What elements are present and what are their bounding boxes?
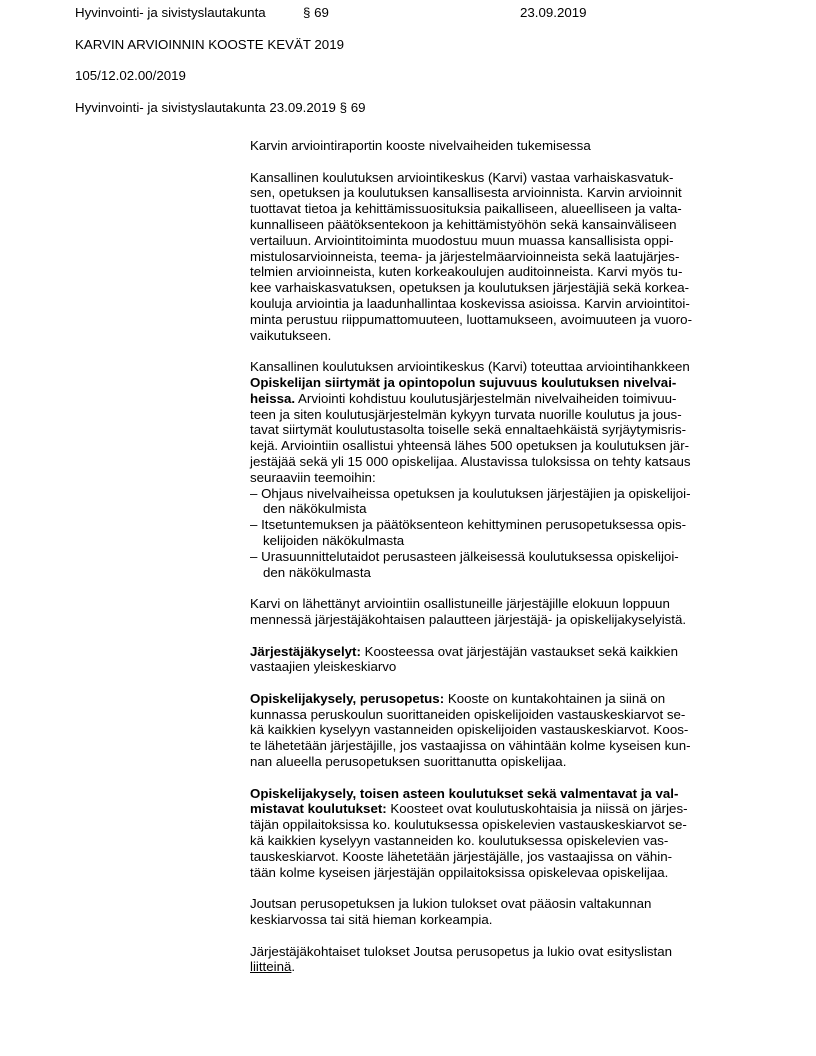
paragraph xyxy=(250,691,770,770)
meeting-reference: Hyvinvointi- ja sivistyslautakunta 23.09.2019 § 69 xyxy=(75,99,366,115)
text-line xyxy=(250,185,770,201)
text-run: jestäjää sekä yli 15 000 opiskelijaa. Alustavissa tuloksissa on tehty katsaus xyxy=(250,453,691,469)
text-line xyxy=(250,470,770,486)
text-line xyxy=(250,533,770,549)
text-line xyxy=(250,501,770,517)
text-run: telmien arvioinneista, kuten korkeakoulujen auditoinneista. Karvi myös tu- xyxy=(250,264,683,280)
text-run: mistulosarvioinneista, teema- ja järjestelmäarvioinneista sekä laatujärjes- xyxy=(250,248,680,264)
bold-text-run: Järjestäjäkyselyt: xyxy=(250,643,361,659)
document-title: KARVIN ARVIOINNIN KOOSTE KEVÄT 2019 xyxy=(75,36,344,52)
text-line xyxy=(250,359,770,375)
text-line xyxy=(250,896,770,912)
bold-text-run: Opiskelijakysely, toisen asteen koulutukset sekä valmentavat ja val- xyxy=(250,785,679,801)
paragraph xyxy=(250,786,770,881)
underlined-text-run: liitteinä xyxy=(250,959,292,975)
text-run: Karvi on lähettänyt arviointiin osallistuneille järjestäjille elokuun loppuun xyxy=(250,596,670,612)
bullet-list xyxy=(250,486,770,581)
body-heading xyxy=(250,138,770,154)
section-number: § 69 xyxy=(303,5,329,20)
paragraph xyxy=(250,944,770,976)
text-run: Koosteessa ovat järjestäjän vastaukset sekä kaikkien xyxy=(360,643,678,659)
text-run: vertailuun. Arviointitoiminta muodostuu muun muassa kansallisista oppi- xyxy=(250,232,674,248)
text-line xyxy=(250,217,770,233)
text-run: – Ohjaus nivelvaiheissa opetuksen ja koulutuksen järjestäjien ja opiskelijoi- xyxy=(250,485,691,501)
text-line xyxy=(250,438,770,454)
text-line xyxy=(250,422,770,438)
text-run: kä kaikkien kyselyyn vastanneiden opiskelijoiden vastauskeskiarvot. Koos- xyxy=(250,722,689,738)
text-run: te lähetetään järjestäjille, jos vastaajissa on vähintään kolme kyseisen kun- xyxy=(250,738,691,754)
text-run: den näkökulmasta xyxy=(263,564,371,580)
text-run: vaikutukseen. xyxy=(250,327,332,343)
text-line xyxy=(250,264,770,280)
text-run: . xyxy=(291,959,296,975)
text-line xyxy=(250,391,770,407)
header-line-1 xyxy=(75,5,786,21)
text-run: Koosteet ovat koulutuskohtaisia ja niissä on järjes- xyxy=(386,801,688,817)
text-line xyxy=(250,407,770,423)
text-run: kunnalliseen päätöksentekoon ja kehittämistyöhön sekä kansainväliseen xyxy=(250,216,677,232)
case-number: 105/12.02.00/2019 xyxy=(75,68,186,84)
text-run: Kansallinen koulutuksen arviointikeskus (Karvi) vastaa varhaiskasvatuk- xyxy=(250,169,674,185)
text-line xyxy=(250,707,770,723)
text-line xyxy=(250,312,770,328)
paragraph xyxy=(250,644,770,676)
text-line xyxy=(250,549,770,565)
text-line xyxy=(250,612,770,628)
text-run: kee varhaiskasvatuksen, opetuksen ja koulutuksen järjestäjiä sekä korkea- xyxy=(250,280,690,296)
meeting-date: 23.09.2019 xyxy=(520,5,587,20)
text-run: Karvin arviointiraportin kooste nivelvaiheiden tukemisessa xyxy=(250,138,591,153)
committee-name: Hyvinvointi- ja sivistyslautakunta xyxy=(75,5,266,20)
bold-text-run: mistavat koulutukset: xyxy=(250,801,387,817)
text-line xyxy=(250,817,770,833)
paragraph xyxy=(250,359,770,485)
text-run: Arviointi kohdistuu koulutusjärjestelmän nivelvaiheiden toimivuu- xyxy=(295,390,677,406)
text-run: seuraaviin teemoihin: xyxy=(250,469,376,485)
text-line xyxy=(250,170,770,186)
text-line xyxy=(250,486,770,502)
text-line xyxy=(250,659,770,675)
text-line xyxy=(250,959,770,975)
text-line xyxy=(250,201,770,217)
text-line xyxy=(250,280,770,296)
text-line xyxy=(250,596,770,612)
text-run: – Urasuunnittelutaidot perusasteen jälkeisessä koulutuksessa opiskelijoi- xyxy=(250,548,679,564)
text-line xyxy=(250,944,770,960)
text-run: täjän oppilaitoksissa ko. koulutuksessa opiskelevien vastauskeskiarvot se- xyxy=(250,817,687,833)
bold-text-run: Opiskelijan siirtymät ja opintopolun sujuvuus koulutuksen nivelvai- xyxy=(250,374,677,390)
text-line xyxy=(250,454,770,470)
text-line xyxy=(250,865,770,881)
text-line xyxy=(250,722,770,738)
text-line xyxy=(250,644,770,660)
text-line xyxy=(250,249,770,265)
header-line-3 xyxy=(75,68,786,84)
text-line xyxy=(250,375,770,391)
text-line xyxy=(250,517,770,533)
text-line xyxy=(250,328,770,344)
text-run: sen, opetuksen ja koulutuksen kansallisesta arvioinnista. Karvin arvioinnit xyxy=(250,185,682,201)
text-line xyxy=(250,849,770,865)
text-run: Joutsan perusopetuksen ja lukion tulokset ovat pääosin valtakunnan xyxy=(250,896,652,912)
text-run: tään kolme kyseisen järjestäjän oppilaitoksissa opiskelevaa opiskelijaa. xyxy=(250,864,669,880)
text-run: Kooste on kuntakohtainen ja siinä on xyxy=(444,690,666,706)
text-run: kä kaikkien kyselyyn vastanneiden ko. koulutuksessa opiskelevien vas- xyxy=(250,833,669,849)
paragraph xyxy=(250,896,770,928)
header-line-4 xyxy=(75,100,786,116)
text-run: keskiarvossa tai sitä hieman korkeampia. xyxy=(250,912,493,928)
text-run: tuottavat tietoa ja kehittämissuosituksia paikalliseen, alueelliseen ja valta- xyxy=(250,201,682,217)
paragraph xyxy=(250,170,770,344)
text-run: minta perustuu riippumattomuuteen, luottamukseen, avoimuuteen ja vuoro- xyxy=(250,311,692,327)
text-run: tauskeskiarvot. Kooste lähetetään järjestäjälle, jos vastaajissa on vähin- xyxy=(250,848,673,864)
text-line xyxy=(250,833,770,849)
header-line-2 xyxy=(75,37,786,53)
text-run: kelijoiden näkökulmasta xyxy=(263,532,405,548)
bold-text-run: heissa. xyxy=(250,390,296,406)
text-run: kouluja arviointia ja laadunhallintaa koskevissa asioissa. Karvin arviointitoi- xyxy=(250,295,690,311)
text-run: Järjestäjäkohtaiset tulokset Joutsa perusopetus ja lukio ovat esityslistan xyxy=(250,943,673,959)
text-run: nan alueella perusopetuksen suorittanutta opiskelijaa. xyxy=(250,754,567,770)
text-line xyxy=(250,233,770,249)
document-body xyxy=(250,138,770,975)
bold-text-run: Opiskelijakysely, perusopetus: xyxy=(250,690,445,706)
text-run: mennessä järjestäjäkohtaisen palautteen järjestäjä- ja opiskelijakyselyistä. xyxy=(250,611,687,627)
text-run: Kansallinen koulutuksen arviointikeskus (Karvi) toteuttaa arviointihankkeen xyxy=(250,359,690,375)
text-run: vastaajien yleiskeskiarvo xyxy=(250,659,397,675)
text-run: kejä. Arviointiin osallistui yhteensä lähes 500 opetuksen ja koulutuksen jär- xyxy=(250,438,690,454)
text-line xyxy=(250,565,770,581)
text-line xyxy=(250,691,770,707)
text-line xyxy=(250,296,770,312)
text-line xyxy=(250,138,770,154)
text-run: kunnassa peruskoulun suorittaneiden opiskelijoiden vastauskeskiarvot se- xyxy=(250,706,686,722)
text-line xyxy=(250,912,770,928)
document-header xyxy=(75,5,786,131)
paragraph xyxy=(250,596,770,628)
text-line xyxy=(250,786,770,802)
text-run: teen ja siten koulutusjärjestelmän kykyyn turvata nuorille koulutus ja jous- xyxy=(250,406,682,422)
text-line xyxy=(250,801,770,817)
text-line xyxy=(250,754,770,770)
text-run: den näkökulmista xyxy=(263,501,367,517)
text-run: tavat siirtymät koulutustasolta toiselle sekä ennaltaehkäistä syrjäytymisris- xyxy=(250,422,687,438)
text-line xyxy=(250,738,770,754)
text-run: – Itsetuntemuksen ja päätöksenteon kehittyminen perusopetuksessa opis- xyxy=(250,517,687,533)
